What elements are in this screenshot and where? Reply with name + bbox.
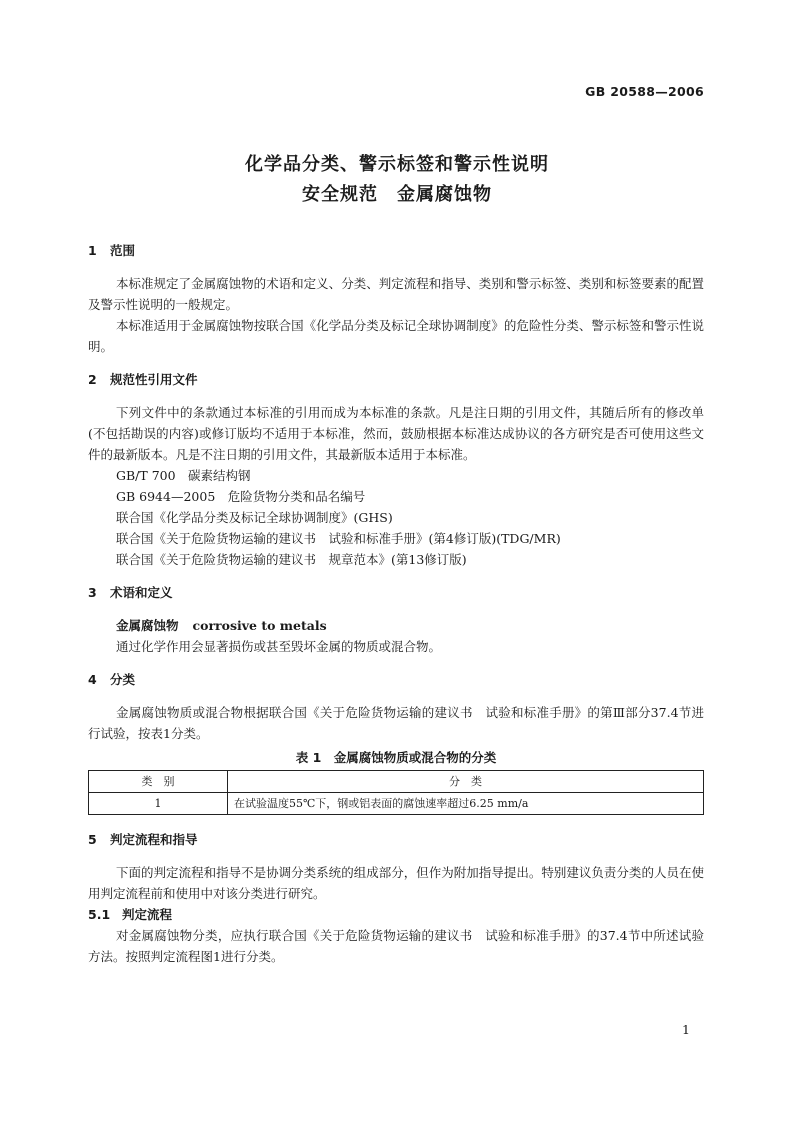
- section-number: 1: [88, 243, 97, 258]
- section-3-heading: [88, 582, 704, 603]
- section-5-1-paragraph-1: 对金属腐蚀物分类，应执行联合国《关于危险货物运输的建议书 试验和标准手册》的37.4节中所述试验方法。按照判定流程图1进行分类。: [88, 928, 704, 964]
- section-4-paragraph-1: 金属腐蚀物质或混合物根据联合国《关于危险货物运输的建议书 试验和标准手册》的第Ⅲ部分37.4节进行试验，按表1分类。: [88, 705, 704, 741]
- standard-code: GB 20588—2006: [585, 84, 704, 99]
- document-title-line2: 安全规范 金属腐蚀物: [302, 184, 492, 205]
- section-2-paragraph-1: 下列文件中的条款通过本标准的引用而成为本标准的条款。凡是注日期的引用文件，其随后所有的修改单(不包括勘误的内容)或修订版均不适用于本标准，然而，鼓励根据本标准达成协议的各方研究是否可使用这些文件的最新版本。凡是不注日期的引用文件，其最新版本适用于本标准。: [88, 405, 704, 462]
- section-title: 规范性引用文件: [110, 372, 198, 387]
- document-title-line1: 化学品分类、警示标签和警示性说明: [245, 154, 549, 175]
- section-5-paragraph-1: 下面的判定流程和指导不是协调分类系统的组成部分，但作为附加指导提出。特别建议负责分类的人员在使用判定流程前和使用中对该分类进行研究。: [88, 865, 704, 901]
- section-1-heading: [88, 240, 704, 261]
- section-title: 判定流程: [122, 907, 173, 922]
- section-1-paragraph-2: 本标准适用于金属腐蚀物按联合国《化学品分类及标记全球协调制度》的危险性分类、警示标签和警示性说明。: [88, 318, 704, 354]
- section-4-heading: [88, 669, 704, 690]
- term-entry: [88, 615, 704, 636]
- section-5-1-heading: [88, 904, 704, 925]
- reference-item: 联合国《化学品分类及标记全球协调制度》(GHS): [116, 510, 393, 525]
- section-title: 判定流程和指导: [110, 832, 198, 847]
- table-cell-criteria: 在试验温度55℃下，钢或铝表面的腐蚀速率超过6.25 mm/a: [228, 793, 704, 815]
- section-1-paragraph-1: 本标准规定了金属腐蚀物的术语和定义、分类、判定流程和指导、类别和警示标签、类别和标签要素的配置及警示性说明的一般规定。: [88, 276, 704, 312]
- section-title: 范围: [110, 243, 136, 258]
- page-number: 1: [682, 1022, 690, 1037]
- section-title: 分类: [110, 672, 136, 687]
- document-body: [88, 240, 704, 967]
- section-number: 2: [88, 372, 97, 387]
- section-number: 5: [88, 832, 97, 847]
- classification-table: [88, 770, 704, 815]
- table-1-title: 表 1 金属腐蚀物质或混合物的分类: [295, 750, 497, 765]
- term-english: corrosive to metals: [192, 618, 327, 633]
- table-header-classification: 分 类: [228, 771, 704, 793]
- table-header-row: [89, 771, 704, 793]
- reference-item: 联合国《关于危险货物运输的建议书 规章范本》(第13修订版): [116, 552, 467, 567]
- table-row: [89, 793, 704, 815]
- section-number: 5.1: [88, 907, 111, 922]
- term-chinese: 金属腐蚀物: [116, 618, 179, 633]
- section-2-heading: [88, 369, 704, 390]
- table-cell-category: 1: [89, 793, 228, 815]
- section-5-heading: [88, 829, 704, 850]
- reference-item: GB/T 700 碳素结构钢: [116, 468, 251, 483]
- section-number: 4: [88, 672, 97, 687]
- table-header-category: 类 别: [89, 771, 228, 793]
- reference-item: GB 6944—2005 危险货物分类和品名编号: [116, 489, 366, 504]
- reference-item: 联合国《关于危险货物运输的建议书 试验和标准手册》(第4修订版)(TDG/MR): [116, 531, 561, 546]
- section-number: 3: [88, 585, 97, 600]
- term-definition: 通过化学作用会显著损伤或甚至毁坏金属的物质或混合物。: [116, 639, 442, 654]
- section-title: 术语和定义: [110, 585, 173, 600]
